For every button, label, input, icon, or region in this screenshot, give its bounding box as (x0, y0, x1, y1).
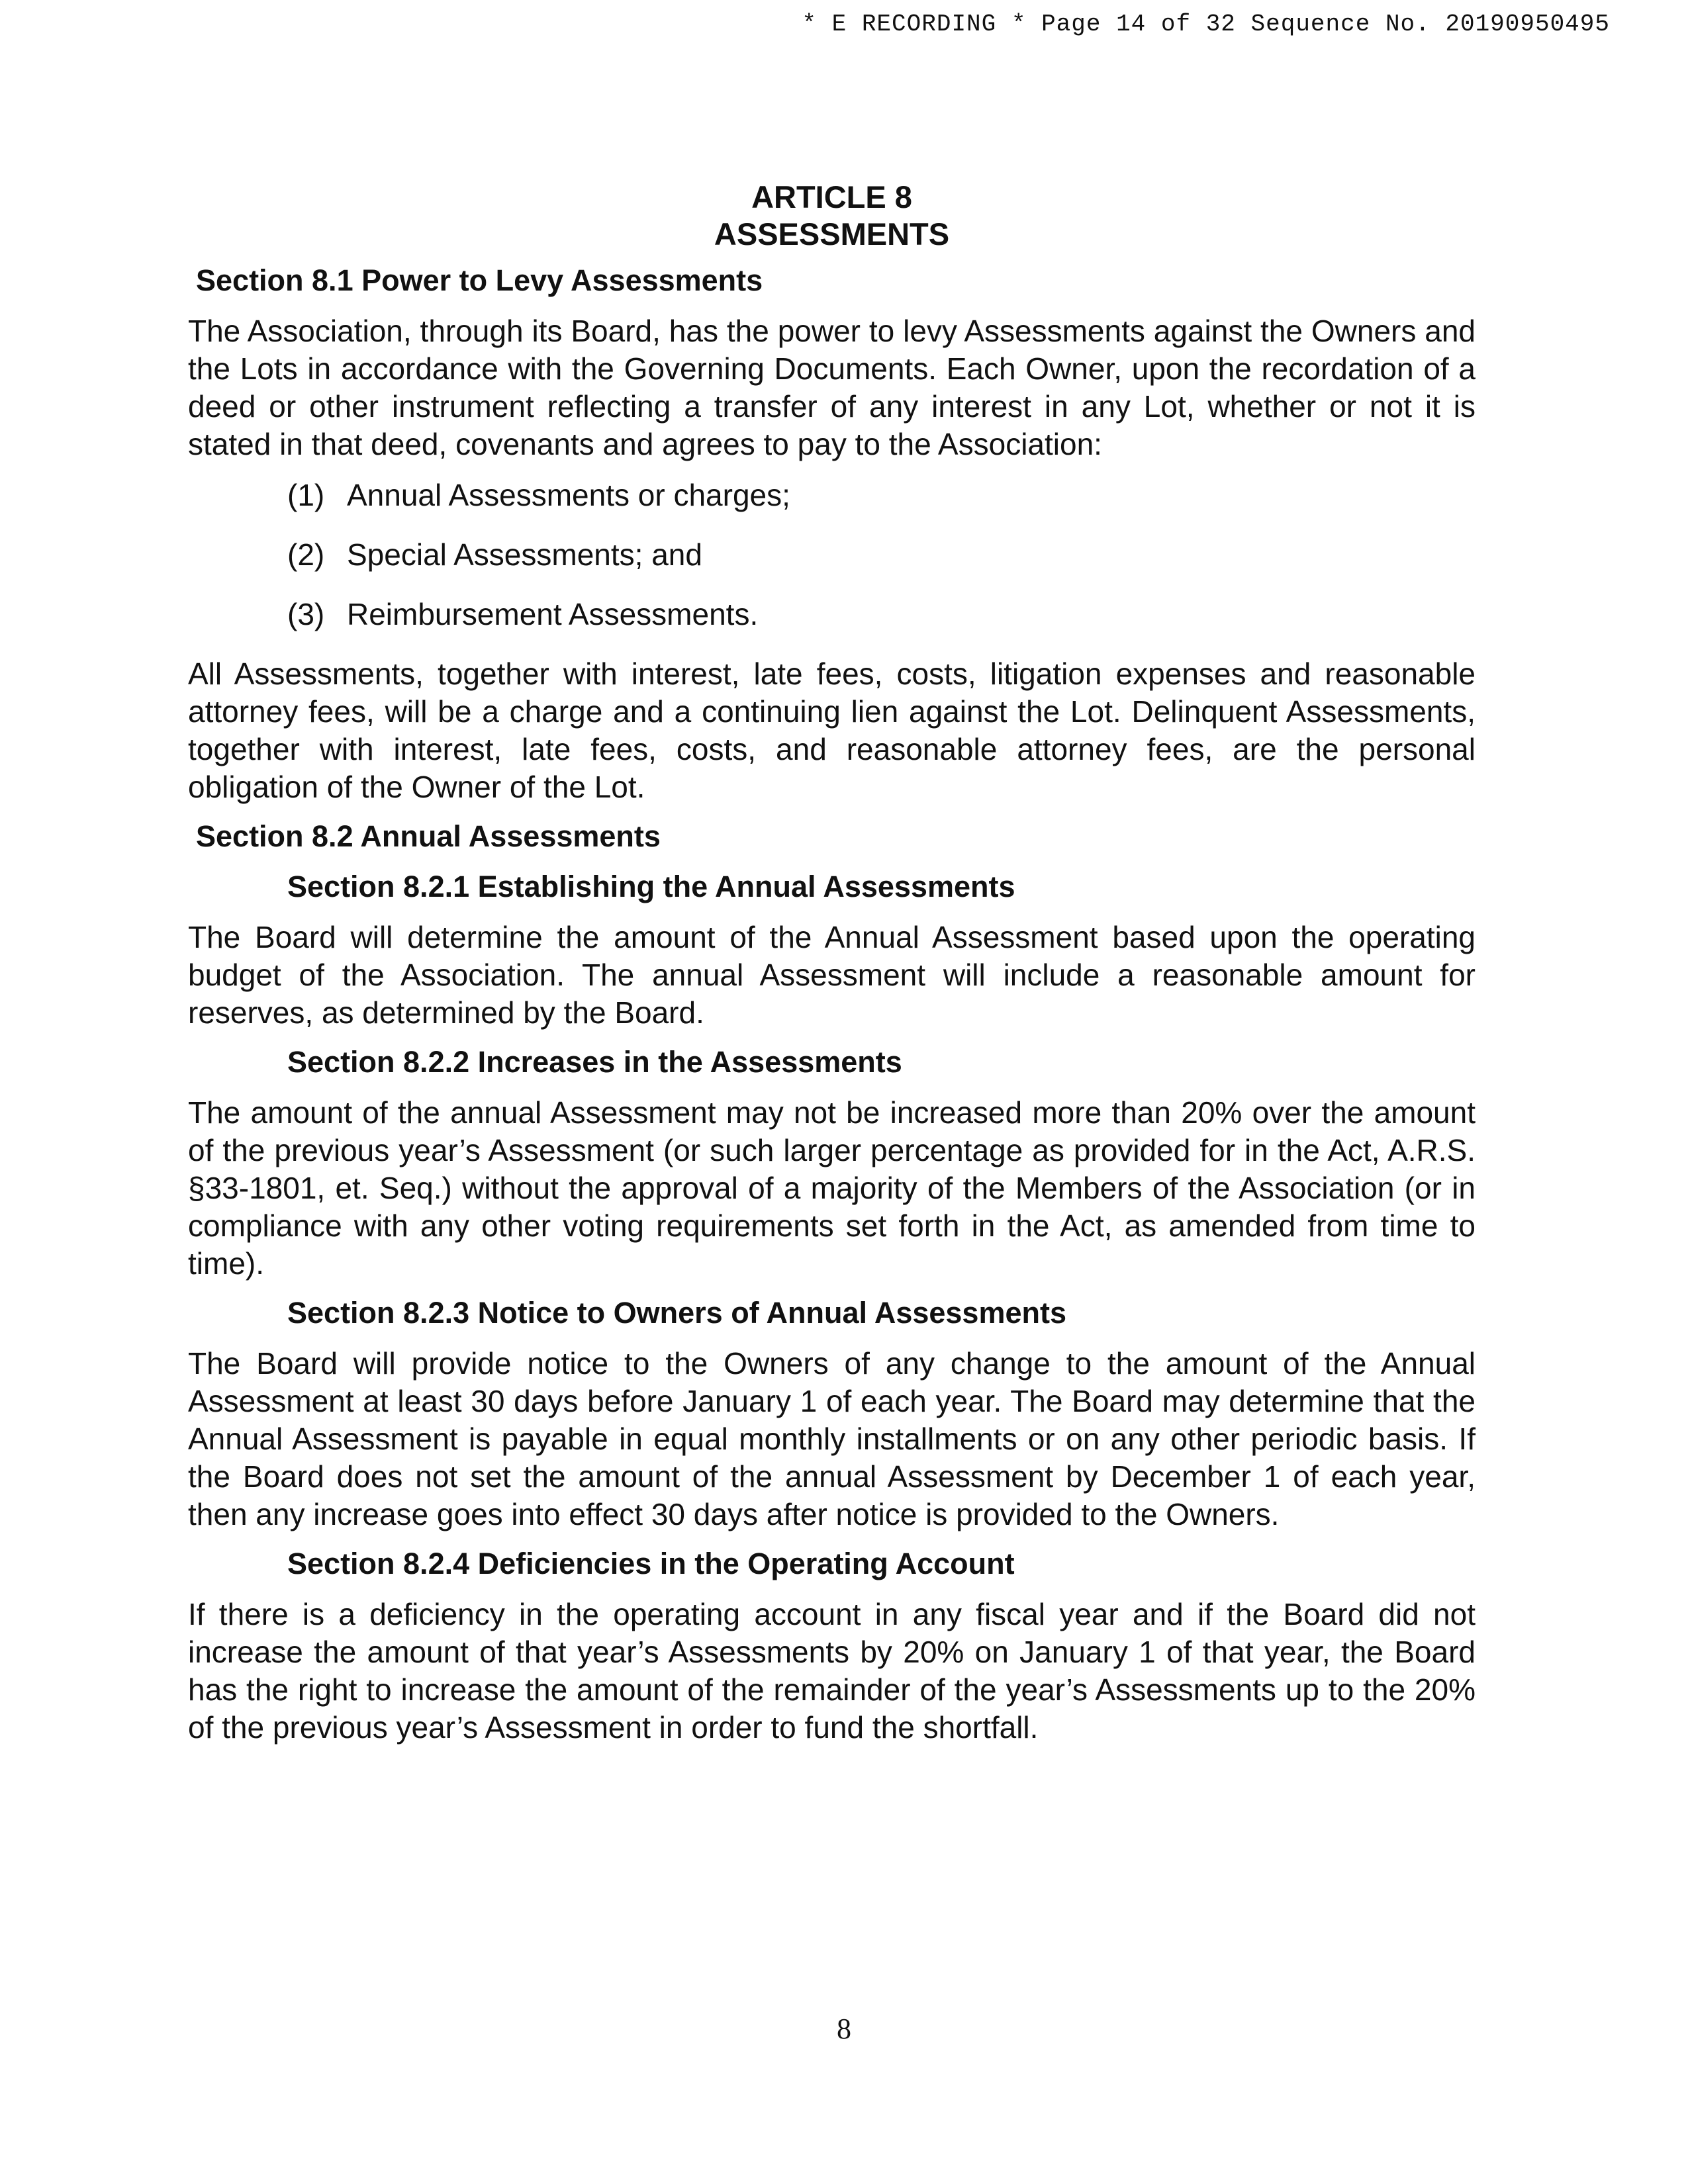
list-item-number: (2) (287, 537, 325, 572)
section-8-1-paragraph: The Association, through its Board, has the power to levy Assessments against the Owners and the Lots in accordance with the Governing Documents. Each Owner, upon the recordation of a deed or other instrument reflecting a transfer of any interest in any Lot, whether or not it is stated in that deed, covenants and agrees to pay to the Association: (188, 314, 1476, 461)
section-8-2-4-heading: Section 8.2.4 Deficiencies in the Operating Account (287, 1547, 1015, 1580)
section-8-2-heading: Section 8.2 Annual Assessments (196, 819, 661, 853)
article-number: ARTICLE 8 (751, 179, 912, 214)
assessment-types-list (287, 477, 1476, 633)
list-item (287, 477, 1476, 514)
list-item (287, 536, 1476, 574)
list-item-text: Special Assessments; and (347, 537, 702, 572)
list-item-text: Reimbursement Assessments. (347, 597, 759, 631)
recording-stamp: * E RECORDING * Page 14 of 32 Sequence No. 20190950495 (802, 11, 1610, 38)
section-8-1-heading: Section 8.1 Power to Levy Assessments (196, 263, 763, 297)
article-name: ASSESSMENTS (714, 216, 950, 251)
list-item-number: (1) (287, 478, 325, 512)
page-number: 8 (837, 2013, 851, 2045)
section-8-2-1-paragraph: The Board will determine the amount of the Annual Assessment based upon the operating budget of the Association. The annual Assessment will include a reasonable amount for reserves, as determined by the Board. (188, 920, 1476, 1030)
section-8-2-2-paragraph: The amount of the annual Assessment may not be increased more than 20% over the amount of the previous year’s Assessment (or such larger percentage as provided for in the Act, A.R.S. §33-1801, et. Seq.) without the approval of a majority of the Members of the Association (or in compliance with any other voting requirements set forth in the Act, as amended from time to time). (188, 1095, 1476, 1281)
list-item-text: Annual Assessments or charges; (347, 478, 790, 512)
list-item-number: (3) (287, 597, 325, 631)
section-8-2-3-heading: Section 8.2.3 Notice to Owners of Annual Assessments (287, 1296, 1066, 1330)
section-8-2-4-paragraph: If there is a deficiency in the operating account in any fiscal year and if the Board did not increase the amount of that year’s Assessments by 20% on January 1 of that year, the Board has the right to increase the amount of the remainder of the year’s Assessments up to the 20% of the previous year’s Assessment in order to fund the shortfall. (188, 1597, 1476, 1745)
section-8-2-1-heading: Section 8.2.1 Establishing the Annual Assessments (287, 870, 1015, 903)
lien-paragraph: All Assessments, together with interest, late fees, costs, litigation expenses and reasonable attorney fees, will be a charge and a continuing lien against the Lot. Delinquent Assessments, together with interest, late fees, costs, and reasonable attorney fees, are the personal obligation of the Owner of the Lot. (188, 657, 1476, 804)
document-body (188, 179, 1476, 1758)
list-item (287, 596, 1476, 633)
article-title (188, 179, 1476, 253)
section-8-2-3-paragraph: The Board will provide notice to the Owners of any change to the amount of the Annual Assessment at least 30 days before January 1 of each year. The Board may determine that the Annual Assessment is payable in equal monthly installments or on any other periodic basis. If the Board does not set the amount of the annual Assessment by December 1 of each year, then any increase goes into effect 30 days after notice is provided to the Owners. (188, 1346, 1476, 1531)
section-8-2-2-heading: Section 8.2.2 Increases in the Assessments (287, 1045, 902, 1079)
